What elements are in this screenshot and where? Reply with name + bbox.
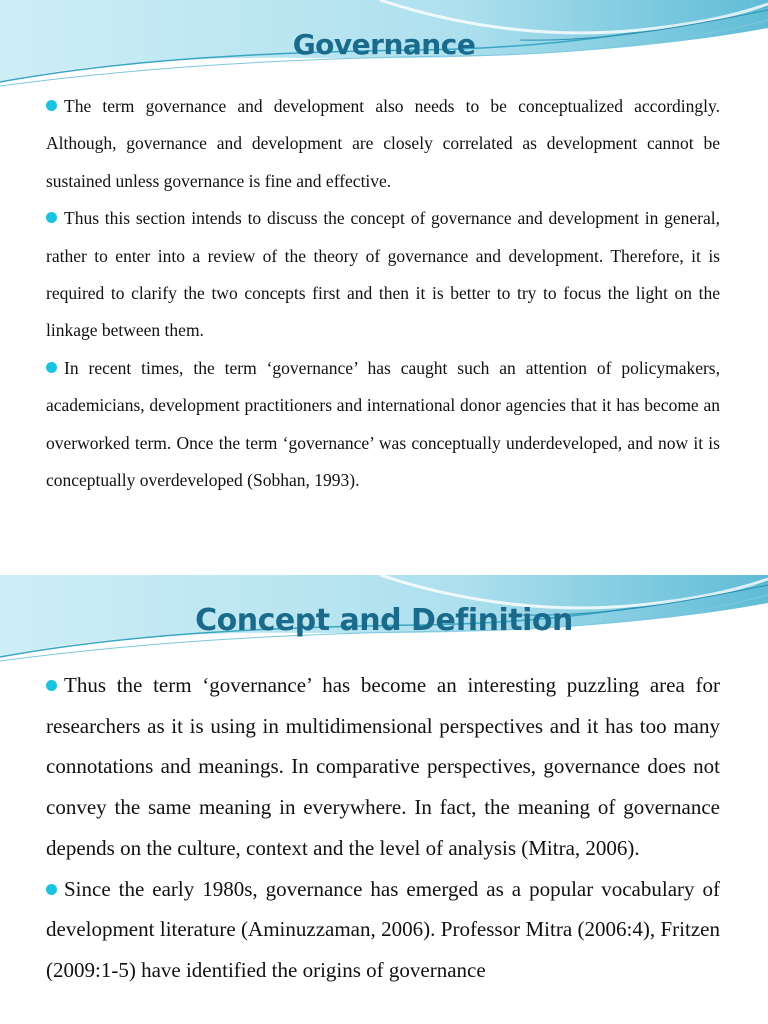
bullet-item: Since the early 1980s, governance has emerged as a popular vocabulary of development literature (Aminuzzaman, 2006). Professor Mitra (2006:4), Fritzen (2009:1-5) have identified the origins of governance xyxy=(46,876,720,982)
bullet-item: Thus this section intends to discuss the concept of governance and development in general, rather to enter into a review of the theory of governance and development. Therefore, it is required to clarify the two concepts first and then it is better to try to focus the light on the linkage between them. xyxy=(46,208,720,341)
slide-body xyxy=(46,665,720,991)
bullet-item: Thus the term ‘governance’ has become an interesting puzzling area for researchers as it is using in multidimensional perspectives and it has too many connotations and meanings. In comparative perspectives, governance does not convey the same meaning in everywhere. In fact, the meaning of governance depends on the culture, context and the level of analysis (Mitra, 2006). xyxy=(46,673,720,860)
bullet-item: The term governance and development also needs to be conceptualized accordingly. Although, governance and development are closely correlated as development cannot be sustained unless governance is fine and effective. xyxy=(46,96,720,191)
bullet-icon xyxy=(46,212,57,223)
slide-separator xyxy=(0,565,768,575)
bullet-item: In recent times, the term ‘governance’ has caught such an attention of policymakers, academicians, development practitioners and international donor agencies that it has become an overworked term. Once the term ‘governance’ was conceptually underdeveloped, and now it is conceptually overdeveloped (Sobhan, 1993). xyxy=(46,357,720,491)
bullet-icon xyxy=(46,680,57,691)
section-title: Concept and Definition xyxy=(195,603,573,638)
bullet-icon xyxy=(46,100,57,111)
page-title: Governance xyxy=(292,28,476,61)
bullet-icon xyxy=(46,884,57,895)
slide-body xyxy=(46,88,720,499)
bullet-icon xyxy=(46,362,57,373)
slide-concept-and-definition xyxy=(0,575,768,1024)
